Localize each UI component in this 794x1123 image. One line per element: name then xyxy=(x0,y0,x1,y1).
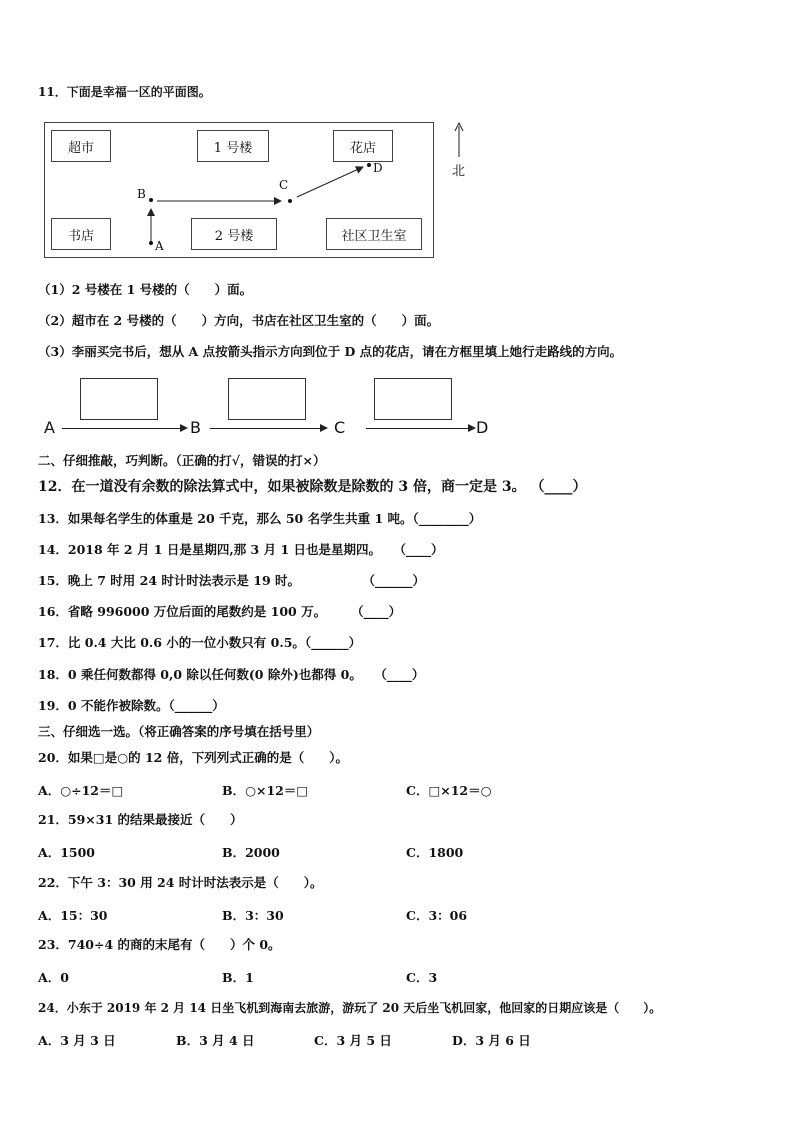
map-building-1: 1 号楼 xyxy=(197,130,269,162)
section2-title: 二、仔细推敲，巧判断。（正确的打√，错误的打×） xyxy=(38,453,326,468)
point-d-dot xyxy=(367,163,371,167)
q13: 13．如果每名学生的体重是 20 千克，那么 50 名学生共重 1 吨。（________） xyxy=(38,511,482,526)
q22-option-b[interactable]: B．3：30 xyxy=(222,908,284,923)
q24-option-a[interactable]: A．3 月 3 日 xyxy=(38,1033,116,1048)
q23-stem: 23．740÷4 的商的末尾有（ ）个 0。 xyxy=(38,937,281,952)
q20-stem: 20．如果□是○的 12 倍，下列列式正确的是（ ）。 xyxy=(38,750,348,765)
route-diagram xyxy=(40,372,500,442)
route-c-label: C xyxy=(334,418,346,437)
route-arrow-1 xyxy=(62,428,186,429)
route-d-label: D xyxy=(476,418,489,437)
map-building-2: 2 号楼 xyxy=(191,218,277,250)
point-d-label: D xyxy=(373,161,383,175)
q22-option-a[interactable]: A．15：30 xyxy=(38,908,108,923)
q24-option-d[interactable]: D．3 月 6 日 xyxy=(452,1033,531,1048)
route-b-label: B xyxy=(190,418,201,437)
q12: 12．在一道没有余数的除法算式中，如果被除数是除数的 3 倍，商一定是 3。 （____） xyxy=(38,479,587,495)
q20-option-c[interactable]: C．□×12＝○ xyxy=(406,783,492,798)
point-b-label: B xyxy=(137,187,146,201)
route-arrow-2 xyxy=(210,428,326,429)
neighborhood-map xyxy=(44,122,434,258)
q19: 19．0 不能作被除数。（______） xyxy=(38,698,225,713)
route-arrow-3 xyxy=(366,428,474,429)
point-c-dot xyxy=(288,199,292,203)
q24-stem: 24．小东于 2019 年 2 月 14 日坐飞机到海南去旅游，游玩了 20 天后坐飞机回家，他回家的日期应该是（ ）。 xyxy=(38,1001,662,1015)
q20-option-b[interactable]: B．○×12＝□ xyxy=(222,783,309,798)
q23-option-c[interactable]: C．3 xyxy=(406,970,438,985)
point-a-dot xyxy=(149,241,153,245)
point-c-label: C xyxy=(279,178,289,192)
map-route-arrows xyxy=(45,123,433,257)
arrow-c-to-d xyxy=(297,167,363,197)
section3-title: 三、仔细选一选。（将正确答案的序号填在括号里） xyxy=(38,724,320,739)
q21-option-c[interactable]: C．1800 xyxy=(406,845,464,860)
map-clinic: 社区卫生室 xyxy=(326,218,422,250)
q23-option-a[interactable]: A．0 xyxy=(38,970,69,985)
map-supermarket: 超市 xyxy=(51,130,111,162)
q11-sub3: （3）李丽买完书后，想从 A 点按箭头指示方向到位于 D 点的花店，请在方框里填上她行走路线的方向。 xyxy=(38,344,623,359)
q14: 14．2018 年 2 月 1 日是星期四,那 3 月 1 日也是星期四。 （____） xyxy=(38,542,444,557)
q23-option-b[interactable]: B．1 xyxy=(222,970,254,985)
q16: 16．省略 996000 万位后面的尾数约是 100 万。 （____） xyxy=(38,604,402,619)
route-a-label: A xyxy=(44,418,55,437)
north-label: 北 xyxy=(452,164,466,179)
q24-option-c[interactable]: C．3 月 5 日 xyxy=(314,1033,392,1048)
route-answer-box-2[interactable] xyxy=(228,378,306,420)
point-b-dot xyxy=(149,198,153,202)
q21-option-b[interactable]: B．2000 xyxy=(222,845,280,860)
point-a-label: A xyxy=(155,239,164,253)
map-bookstore: 书店 xyxy=(51,218,111,250)
north-arrow-icon xyxy=(452,122,466,158)
q11-sub1: （1）2 号楼在 1 号楼的（ ）面。 xyxy=(38,282,253,297)
q11-title: 11．下面是幸福一区的平面图。 xyxy=(38,85,211,99)
q21-stem: 21．59×31 的结果最接近（ ） xyxy=(38,812,243,827)
q22-stem: 22．下午 3：30 用 24 时计时法表示是（ ）。 xyxy=(38,875,323,890)
q22-option-c[interactable]: C．3：06 xyxy=(406,908,468,923)
q21-option-a[interactable]: A．1500 xyxy=(38,845,95,860)
q20-option-a[interactable]: A．○÷12＝□ xyxy=(38,783,124,798)
q18: 18．0 乘任何数都得 0,0 除以任何数(0 除外)也都得 0。 （____） xyxy=(38,667,425,682)
q24-option-b[interactable]: B．3 月 4 日 xyxy=(176,1033,255,1048)
route-answer-box-1[interactable] xyxy=(80,378,158,420)
route-answer-box-3[interactable] xyxy=(374,378,452,420)
q11-sub2: （2）超市在 2 号楼的（ ）方向，书店在社区卫生室的（ ）面。 xyxy=(38,313,440,328)
q15: 15．晚上 7 时用 24 时计时法表示是 19 时。 （______） xyxy=(38,573,425,588)
q17: 17．比 0.4 大比 0.6 小的一位小数只有 0.5。（______） xyxy=(38,635,362,650)
map-flower-shop: 花店 xyxy=(333,130,393,162)
